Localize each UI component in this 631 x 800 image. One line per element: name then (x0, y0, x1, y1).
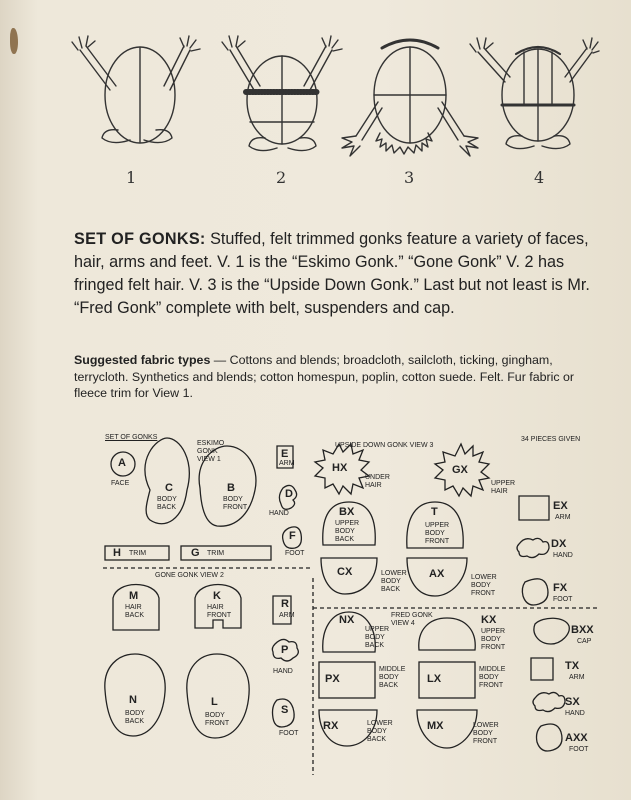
view-illustrations (60, 30, 600, 190)
piece-code: D (285, 488, 293, 500)
piece-name: HAND (269, 510, 289, 517)
piece-name: LOWER BODY BACK (367, 720, 393, 743)
piece-code: LX (427, 673, 442, 685)
piece-name: FOOT (279, 730, 299, 737)
piece-code: NX (339, 614, 355, 626)
upside-down-gonk-title: UPSIDE DOWN GONK VIEW 3 (335, 442, 434, 449)
piece-name: FOOT (569, 746, 589, 753)
piece-name: HAIR FRONT (207, 604, 232, 619)
piece-name: ARM (569, 674, 585, 681)
fabric-suggestions-title: Suggested fabric types (74, 353, 211, 367)
piece-name: MIDDLE BODY BACK (379, 666, 406, 689)
piece-code: M (129, 590, 139, 602)
piece-name: BODY FRONT (205, 712, 230, 727)
piece-code: AXX (565, 732, 588, 744)
piece-code: EX (553, 500, 568, 512)
piece-code: B (227, 482, 235, 494)
pieces-given-count: 34 PIECES GIVEN (521, 436, 581, 443)
piece-name: UPPER BODY BACK (365, 626, 390, 649)
piece-code: BX (339, 506, 355, 518)
piece-name: FACE (111, 480, 130, 487)
piece-name: BODY BACK (125, 710, 145, 725)
piece-name: LOWER BODY FRONT (471, 574, 497, 597)
piece-name: UPPER HAIR (491, 480, 516, 495)
gonk-view-3-drawing (342, 40, 478, 156)
piece-code: SX (565, 696, 580, 708)
piece-name: HAND (565, 710, 585, 717)
gonk-view-4-drawing (470, 38, 599, 149)
piece-name: TRIM (129, 550, 147, 557)
view-number-3: 3 (404, 168, 415, 187)
piece-name: HAND (273, 668, 293, 675)
description-body: Stuffed, felt trimmed gonks feature a variety of faces, hair, arms and feet. V. 1 is the “Eskimo Gonk.” “Gone Gonk” V. 2 has fringed felt hair. V. 3 is the “Upside Down Gonk.” Last but not least is Mr. “Fred Gonk” complete with belt, suspenders and cap. (74, 230, 590, 317)
gonk-view-2-drawing (222, 36, 342, 151)
piece-code: KX (481, 614, 497, 626)
piece-code: S (281, 704, 289, 716)
pattern-description (74, 228, 594, 320)
piece-name: BODY BACK (157, 496, 177, 511)
piece-name: HAND (553, 552, 573, 559)
piece-code: L (211, 696, 218, 708)
piece-code: P (281, 644, 289, 656)
set-of-gonks-title: SET OF GONKS (105, 434, 158, 441)
piece-name: BODY FRONT (223, 496, 248, 511)
piece-code: F (289, 530, 296, 542)
piece-code: GX (452, 464, 468, 476)
piece-name: ARM (279, 612, 295, 619)
piece-name: ARM (279, 460, 295, 467)
piece-name: TRIM (207, 550, 225, 557)
piece-code: AX (429, 568, 445, 580)
piece-code: K (213, 590, 221, 602)
fabric-suggestions-body: — Cottons and blends; broadcloth, sailcloth, ticking, gingham, terrycloth. Synthetics and blends; cotton homespun, poplin, cotton suede. Felt. Fur fabric or fleece trim for View 1. (74, 353, 575, 400)
piece-name: UPPER BODY FRONT (425, 522, 450, 545)
piece-code: H (113, 547, 121, 559)
piece-code: N (129, 694, 137, 706)
view-number-2: 2 (276, 168, 287, 187)
piece-code: DX (551, 538, 567, 550)
view-number-4: 4 (534, 168, 545, 187)
piece-code: C (165, 482, 173, 494)
piece-name: FOOT (553, 596, 573, 603)
piece-code: HX (332, 462, 348, 474)
piece-name: HAIR BACK (125, 604, 145, 619)
piece-code: PX (325, 673, 340, 685)
piece-code: FX (553, 582, 568, 594)
piece-code: BXX (571, 624, 594, 636)
piece-code: A (118, 457, 126, 469)
piece-name: ARM (555, 514, 571, 521)
gone-gonk-title: GONE GONK VIEW 2 (155, 572, 224, 579)
gonk-drawings (60, 30, 600, 190)
piece-name: LOWER BODY FRONT (473, 722, 499, 745)
piece-code: E (281, 448, 289, 460)
fabric-suggestions (74, 352, 594, 402)
piece-code: CX (337, 566, 353, 578)
piece-name: UPPER BODY FRONT (481, 628, 506, 651)
piece-name: MIDDLE BODY FRONT (479, 666, 506, 689)
piece-name: UPPER BODY BACK (335, 520, 360, 543)
piece-name: LOWER BODY BACK (381, 570, 407, 593)
description-title: SET OF GONKS: (74, 230, 206, 248)
view-number-1: 1 (126, 168, 137, 187)
piece-code: T (431, 506, 438, 518)
piece-name: FOOT (285, 550, 305, 557)
piece-code: G (191, 547, 200, 559)
gonk-view-1-drawing (72, 36, 200, 143)
piece-code: R (281, 598, 289, 610)
piece-name: CAP (577, 638, 592, 645)
stain-mark (10, 28, 18, 54)
pattern-pieces-layout (95, 430, 600, 775)
eskimo-gonk-title: ESKIMO GONK VIEW 1 (197, 440, 225, 463)
fred-gonk-title: FRED GONK VIEW 4 (391, 612, 433, 627)
piece-code: RX (323, 720, 339, 732)
piece-code: MX (427, 720, 444, 732)
piece-name: UNDER HAIR (365, 474, 390, 489)
piece-code: TX (565, 660, 580, 672)
